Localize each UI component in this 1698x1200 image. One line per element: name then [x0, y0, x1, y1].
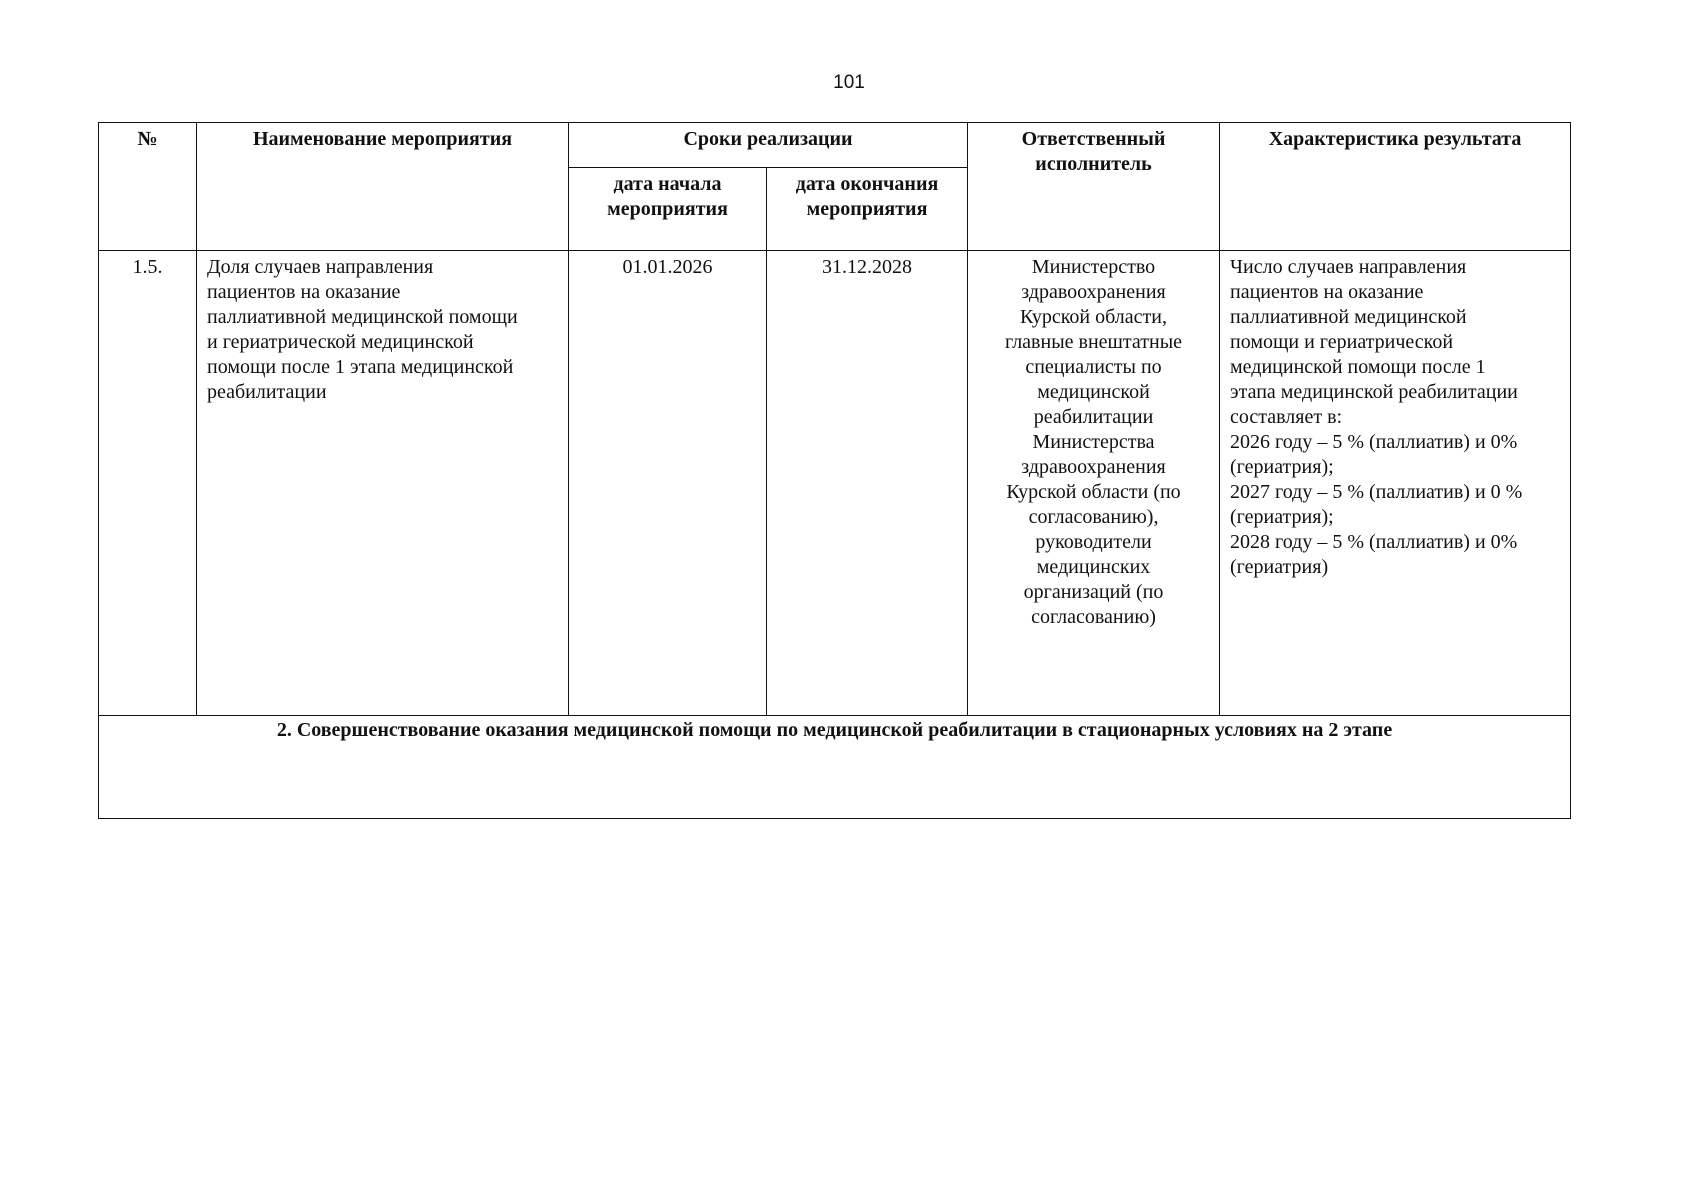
row-responsible: Министерство здравоохранения Курской области, главные внештатные специалисты по медицинской реабилитации Министерства здравоохранения Курской области (по согласованию), руководители медицинских организаций (по согласованию) — [968, 251, 1220, 716]
row-end-date: 31.12.2028 — [767, 251, 968, 716]
header-responsible: Ответственный исполнитель — [968, 123, 1220, 251]
header-end-date: дата окончания мероприятия — [767, 168, 968, 251]
section-row — [99, 716, 1571, 819]
row-start-date: 01.01.2026 — [569, 251, 767, 716]
section-title: 2. Совершенствование оказания медицинской помощи по медицинской реабилитации в стационарных условиях на 2 этапе — [99, 716, 1571, 819]
activity-table — [98, 122, 1571, 819]
header-result: Характеристика результата — [1220, 123, 1571, 251]
header-name: Наименование мероприятия — [197, 123, 569, 251]
header-terms: Сроки реализации — [569, 123, 968, 168]
table-row — [99, 251, 1571, 716]
row-name: Доля случаев направления пациентов на оказание паллиативной медицинской помощи и гериатрической медицинской помощи после 1 этапа медицинской реабилитации — [197, 251, 569, 716]
row-num: 1.5. — [99, 251, 197, 716]
header-num: № — [99, 123, 197, 251]
row-result: Число случаев направления пациентов на оказание паллиативной медицинской помощи и гериатрической медицинской помощи после 1 этапа медицинской реабилитации составляет в: 2026 году – 5 % (паллиатив) и 0% (гериатрия); 2027 году – 5 % (паллиатив) и 0 % (гериатрия); 2028 году – 5 % (паллиатив) и 0% (гериатрия) — [1220, 251, 1571, 716]
header-row — [99, 123, 1571, 168]
page-number: 101 — [833, 72, 865, 93]
header-start-date: дата начала мероприятия — [569, 168, 767, 251]
